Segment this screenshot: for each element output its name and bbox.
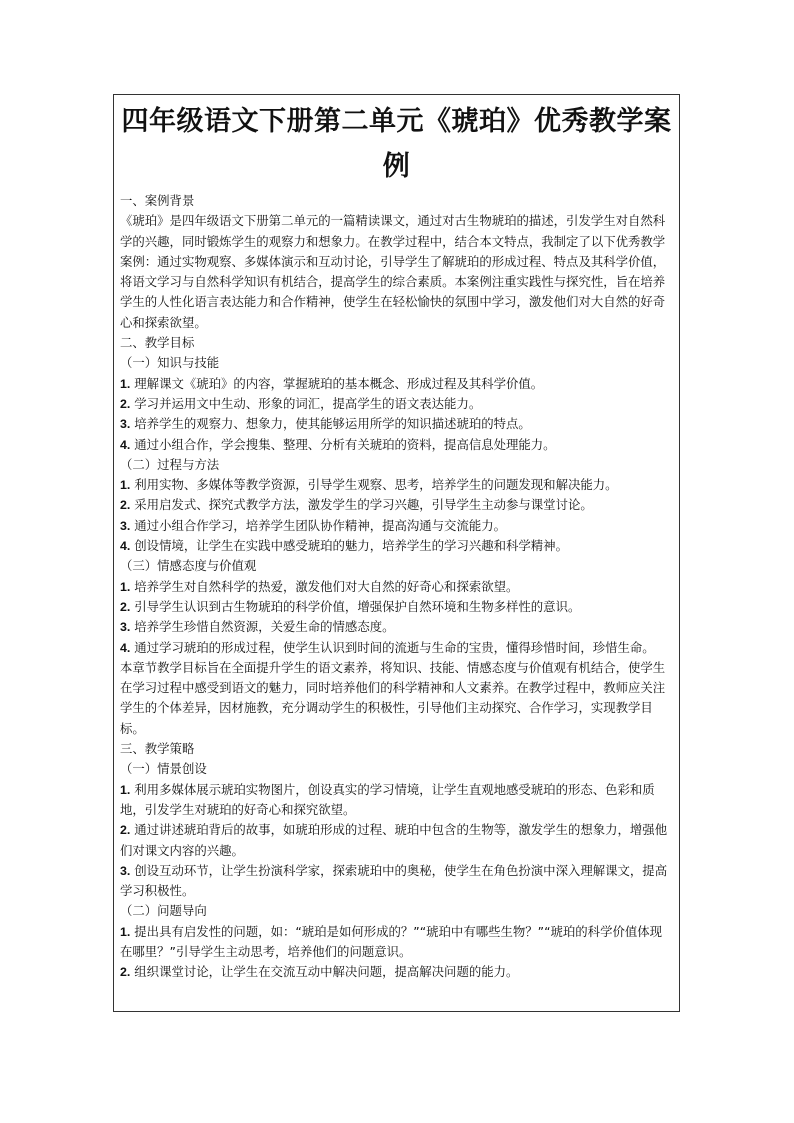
list-item-number: 1. <box>120 924 131 939</box>
list-item <box>120 617 674 637</box>
list-item <box>120 922 674 963</box>
list-item-text: 培养学生珍惜自然资源，关爱生命的情感态度。 <box>134 619 395 635</box>
paragraph: 本章节教学目标旨在全面提升学生的语文素养，将知识、技能、情感态度与价值观有机结合，使学生在学习过程中感受到语文的魅力，同时培养他们的科学精神和人文素养。在教学过程中，教师应关注学生的个体差异，因材施教，充分调动学生的积极性，引导他们主动探究、合作学习，实现教学目标。 <box>120 659 666 736</box>
list-item <box>120 435 674 455</box>
list-item-number: 4. <box>120 539 131 554</box>
list-item-number: 2. <box>120 498 131 513</box>
list-item <box>120 475 674 495</box>
list-item-number: 3. <box>120 417 131 432</box>
list-item <box>120 577 674 597</box>
list-item-number: 3. <box>120 518 131 533</box>
subsection-heading: （一）情景创设 <box>120 761 207 777</box>
subsection-heading: （一）知识与技能 <box>120 355 220 371</box>
document-frame <box>113 94 680 1012</box>
list-item-text: 采用启发式、探究式教学方法，激发学生的学习兴趣，引导学生主动参与课堂讨论。 <box>134 497 593 513</box>
list-item <box>120 516 674 536</box>
list-item-text: 引导学生认识到古生物琥珀的科学价值，增强保护自然环境和生物多样性的意识。 <box>134 598 581 614</box>
document-body <box>114 189 679 983</box>
section-heading: 三、教学策略 <box>120 741 195 757</box>
list-item-text: 组织课堂讨论，让学生在交流互动中解决问题，提高解决问题的能力。 <box>134 964 519 980</box>
list-item-number: 3. <box>120 863 131 878</box>
list-item-text: 理解课文《琥珀》的内容，掌握琥珀的基本概念、形成过程及其科学价值。 <box>134 375 544 391</box>
list-item-number: 1. <box>120 478 131 493</box>
list-item-number: 4. <box>120 437 131 452</box>
list-item-number: 1. <box>120 376 131 391</box>
list-item-text: 提出具有启发性的问题，如：“琥珀是如何形成的？”“琥珀中有哪些生物？”“琥珀的科学价值体现在哪里？”引导学生主动思考，培养他们的问题意识。 <box>120 923 663 959</box>
list-item-number: 2. <box>120 823 131 838</box>
list-item-text: 通过小组合作，学会搜集、整理、分析有关琥珀的资料，提高信息处理能力。 <box>134 436 556 452</box>
subsection-heading: （三）情感态度与价值观 <box>120 558 257 574</box>
list-item-text: 学习并运用文中生动、形象的词汇，提高学生的语文表达能力。 <box>134 395 482 411</box>
list-item-number: 4. <box>120 640 131 655</box>
list-item-text: 创设互动环节，让学生扮演科学家，探索琥珀中的奥秘，使学生在角色扮演中深入理解课文，提高学习积极性。 <box>120 862 668 899</box>
list-item <box>120 780 674 821</box>
list-item-text: 通过学习琥珀的形成过程，使学生认识到时间的流逝与生命的宝贵，懂得珍惜时间，珍惜生命。 <box>134 639 655 655</box>
list-item-text: 培养学生的观察力、想象力，使其能够运用所学的知识描述琥珀的特点。 <box>134 416 531 432</box>
list-item <box>120 962 674 982</box>
list-item <box>120 820 674 861</box>
list-item-text: 利用多媒体展示琥珀实物图片，创设真实的学习情境，让学生直观地感受琥珀的形态、色彩和质地，引发学生对琥珀的好奇心和探究欲望。 <box>120 781 655 817</box>
list-item-number: 1. <box>120 579 131 594</box>
list-item-number: 1. <box>120 782 131 797</box>
list-item <box>120 638 674 658</box>
list-item <box>120 861 674 902</box>
list-item <box>120 536 674 556</box>
subsection-heading: （二）过程与方法 <box>120 456 220 472</box>
document-title: 四年级语文下册第二单元《琥珀》优秀教学案例 <box>121 106 672 182</box>
list-item-number: 2. <box>120 599 131 614</box>
subsection-heading: （二）问题导向 <box>120 903 207 919</box>
list-item-text: 培养学生对自然科学的热爱，激发他们对大自然的好奇心和探索欲望。 <box>134 578 519 594</box>
list-item-number: 2. <box>120 396 131 411</box>
list-item-number: 2. <box>120 965 131 980</box>
list-item <box>120 394 674 414</box>
section-heading: 一、案例背景 <box>120 193 195 208</box>
list-item-number: 3. <box>120 620 131 635</box>
list-item-text: 利用实物、多媒体等教学资源，引导学生观察、思考，培养学生的问题发现和解决能力。 <box>134 477 618 493</box>
list-item-text: 通过讲述琥珀背后的故事，如琥珀形成的过程、琥珀中包含的生物等，激发学生的想象力，增强他们对课文内容的兴趣。 <box>120 822 668 858</box>
list-item <box>120 374 674 394</box>
list-item <box>120 495 674 515</box>
list-item <box>120 414 674 434</box>
paragraph: 《琥珀》是四年级语文下册第二单元的一篇精读课文，通过对古生物琥珀的描述，引发学生对自然科学的兴趣，同时锻炼学生的观察力和想象力。在教学过程中，结合本文特点，我制定了以下优秀教学案例：通过实物观察、多媒体演示和互动讨论，引导学生了解琥珀的形成过程、特点及其科学价值，将语文学习与自然科学知识有机结合，提高学生的综合素质。本案例注重实践性与探究性，旨在培养学生的人性化语言表达能力和合作精神，使学生在轻松愉快的氛围中学习，激发他们对大自然的好奇心和探索欲望。 <box>120 213 666 330</box>
section-heading: 二、教学目标 <box>120 335 195 351</box>
list-item-text: 通过小组合作学习，培养学生团队协作精神，提高沟通与交流能力。 <box>134 517 507 533</box>
list-item-text: 创设情境，让学生在实践中感受琥珀的魅力，培养学生的学习兴趣和科学精神。 <box>134 538 568 554</box>
list-item <box>120 597 674 617</box>
